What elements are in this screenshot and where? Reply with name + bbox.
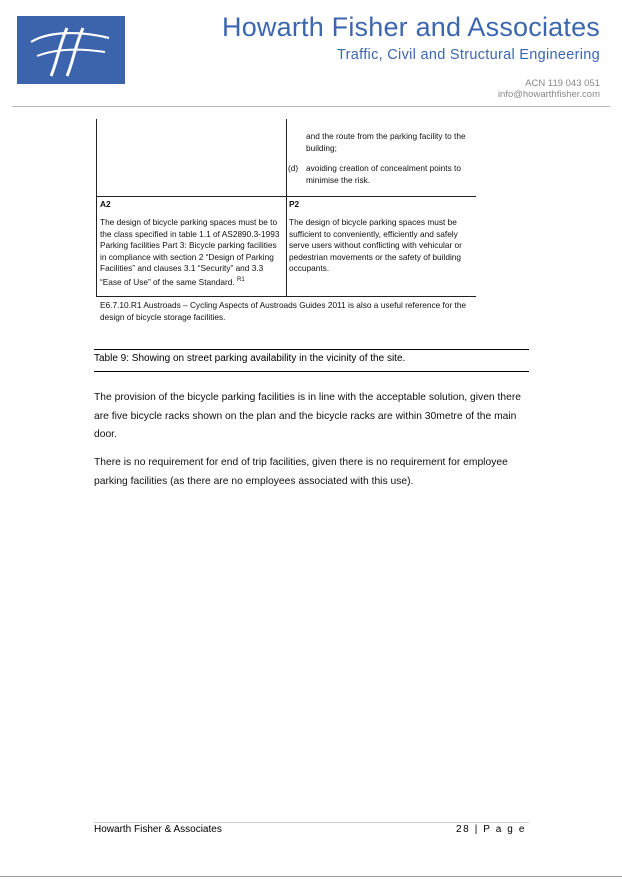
excerpt-note: E6.7.10.R1 Austroads – Cycling Aspects of Austroads Guides 2011 is also a useful reference for the design of bicycle storage facilities.	[100, 300, 467, 322]
company-acn: ACN 119 043 051	[525, 78, 600, 89]
acceptable-solution-text	[100, 217, 284, 288]
excerpt-continued-text: and the route from the parking facility to the building;	[306, 131, 466, 153]
page-number: 28 | P a g e	[456, 824, 526, 835]
paragraph-end-of-trip: There is no requirement for end of trip facilities, given there is no requirement for employee parking facilities (as there are no employees associated with this use).	[94, 457, 508, 487]
performance-criteria-heading: P2	[289, 199, 300, 209]
page-bottom-edge	[0, 876, 622, 877]
footer-divider	[94, 822, 529, 823]
company-logo	[17, 16, 125, 84]
caption-top-rule	[94, 349, 529, 350]
company-name: Howarth Fisher and Associates	[222, 12, 600, 42]
table-caption: Table 9: Showing on street parking availability in the vicinity of the site.	[94, 353, 406, 364]
table-bottom-border	[96, 296, 476, 297]
company-tagline: Traffic, Civil and Structural Engineering	[337, 47, 600, 63]
footer-company: Howarth Fisher & Associates	[94, 824, 222, 835]
item-d-label: (d)	[288, 163, 299, 173]
acceptable-solution-heading: A2	[100, 199, 111, 209]
acceptable-solution-ref: R1	[236, 276, 245, 283]
table-column-divider	[286, 119, 287, 296]
hf-monogram-icon	[17, 16, 125, 84]
standard-excerpt	[96, 119, 476, 329]
table-border-left	[96, 119, 97, 296]
item-d-text: avoiding creation of concealment points to minimise the risk.	[306, 163, 461, 185]
company-email[interactable]: info@howarthfisher.com	[497, 89, 600, 100]
performance-criteria-text: The design of bicycle parking spaces must be sufficient to conveniently, efficiently and safely serve users without conflicting with vehicular or pedestrian movements or the safety of building occupants.	[289, 217, 462, 274]
header-divider	[12, 106, 610, 107]
paragraph-bicycle-provision: The provision of the bicycle parking facilities is in line with the acceptable solution, given there are five bicycle racks shown on the plan and the bicycle racks are within 30metre of the main door.	[94, 392, 521, 440]
caption-bottom-rule	[94, 371, 529, 372]
table-row-divider	[96, 196, 476, 197]
acceptable-solution-body: The design of bicycle parking spaces must be to the class specified in table 1.1 of AS2890.3-1993 Parking facilities Part 3: Bicycle parking facilities in compliance with section 2 “Design of Parking Facilities” and clauses 3.1 “Security” and 3.3 “Ease of Use” of the same Standard.	[100, 217, 280, 287]
